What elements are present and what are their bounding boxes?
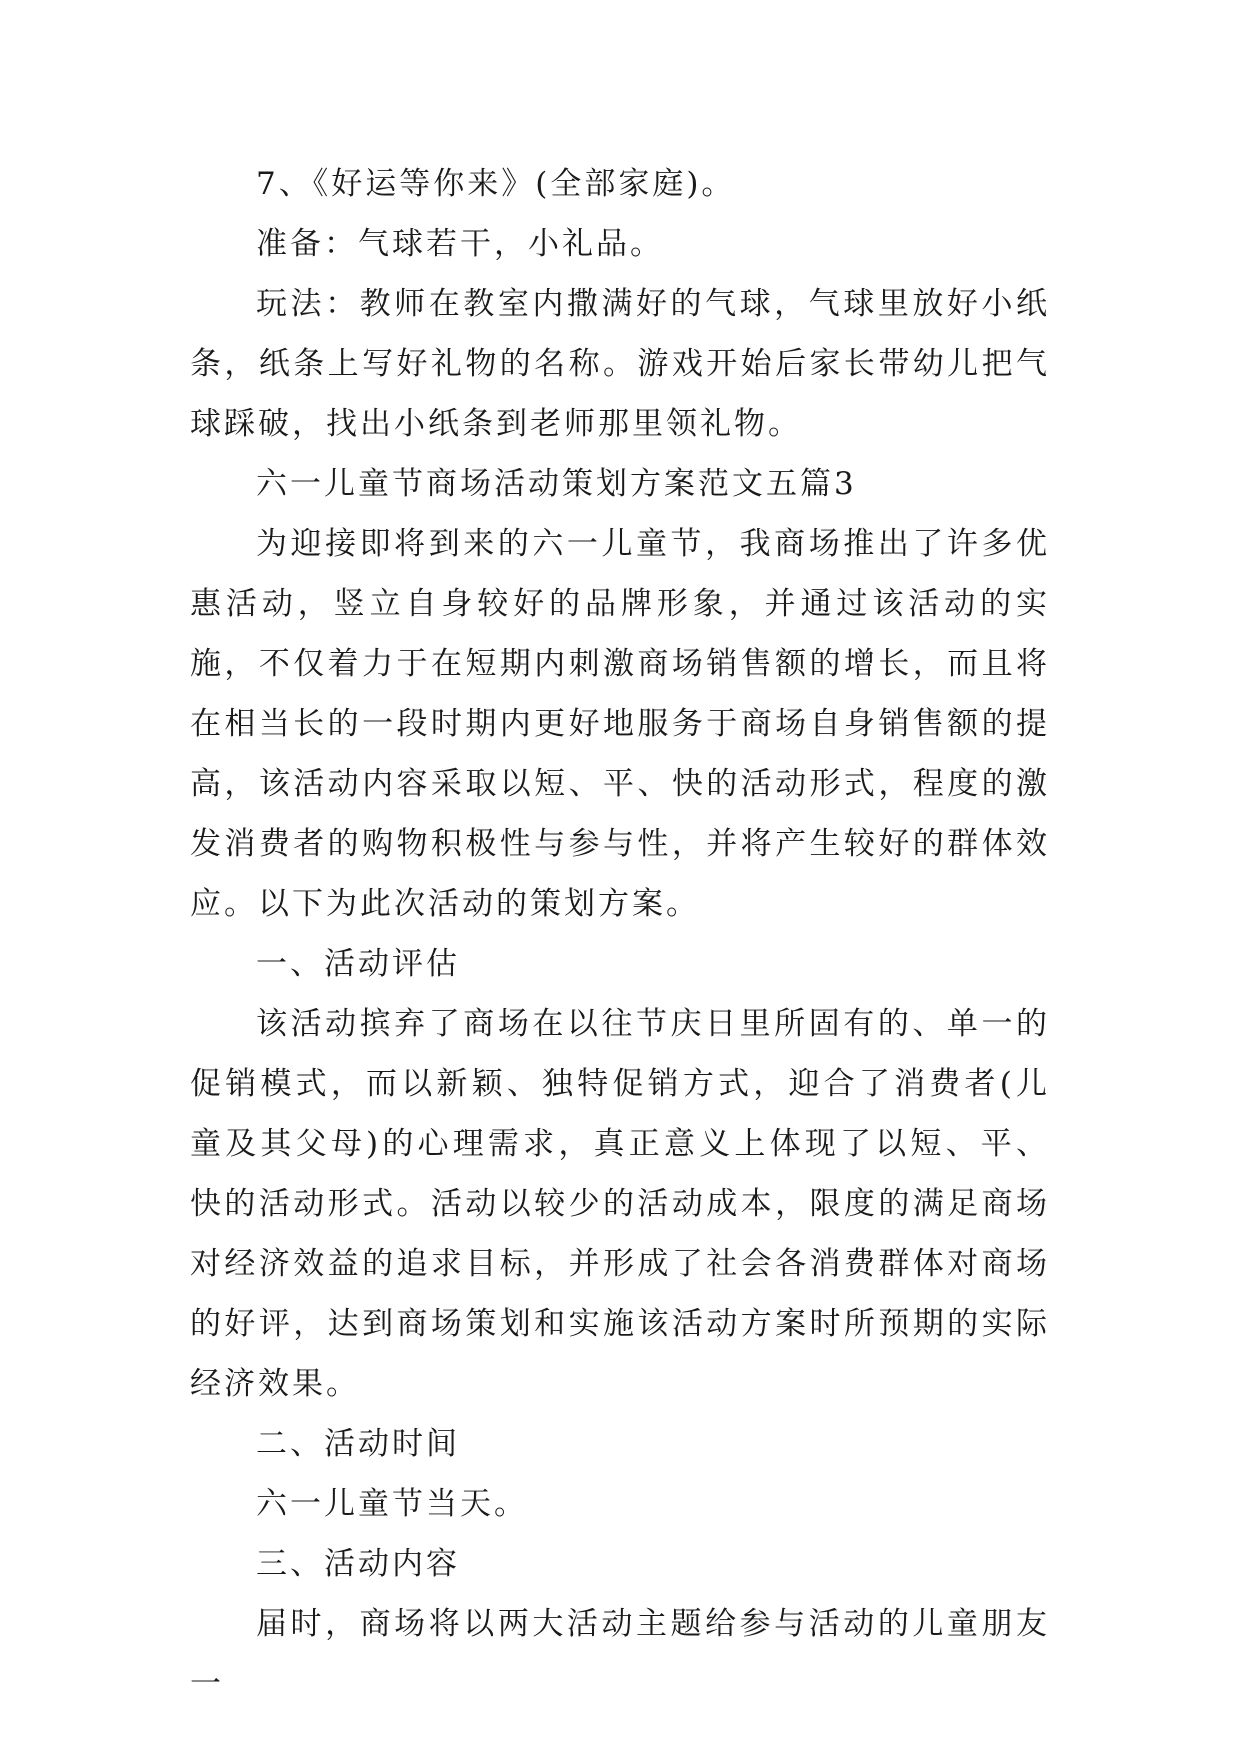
paragraph-game-title: 7、《好运等你来》(全部家庭)。 xyxy=(256,166,736,202)
paragraph-assessment: 该活动摈弃了商场在以往节庆日里所固有的、单一的促销模式，而以新颖、独特促销方式，迎合了消费者(儿童及其父母)的心理需求，真正意义上体现了以短、平、快的活动形式。活动以较少的活动成本，限度的满足商场对经济效益的追求目标，并形成了社会各消费群体对商场的好评，达到商场策划和实施该活动方案时所预期的实际经济效果。 xyxy=(190,1006,1050,1402)
paragraph-activity-time: 六一儿童节当天。 xyxy=(256,1486,528,1522)
paragraph-gameplay: 玩法：教师在教室内撒满好的气球，气球里放好小纸条，纸条上写好礼物的名称。游戏开始后家长带幼儿把气球踩破，找出小纸条到老师那里领礼物。 xyxy=(190,286,1050,442)
heading-activity-content: 三、活动内容 xyxy=(256,1546,460,1582)
paragraph-introduction: 为迎接即将到来的六一儿童节，我商场推出了许多优惠活动，竖立自身较好的品牌形象，并通过该活动的实施，不仅着力于在短期内刺激商场销售额的增长，而且将在相当长的一段时期内更好地服务于商场自身销售额的提高，该活动内容采取以短、平、快的活动形式，程度的激发消费者的购物积极性与参与性，并将产生较好的群体效应。以下为此次活动的策划方案。 xyxy=(190,526,1050,922)
section-heading-plan-3: 六一儿童节商场活动策划方案范文五篇3 xyxy=(256,466,857,502)
heading-activity-time: 二、活动时间 xyxy=(256,1426,460,1462)
paragraph-preparation: 准备：气球若干，小礼品。 xyxy=(256,226,664,262)
paragraph-activity-content: 届时，商场将以两大活动主题给参与活动的儿童朋友一 xyxy=(190,1606,1050,1702)
heading-activity-assessment: 一、活动评估 xyxy=(256,946,460,982)
document-page xyxy=(190,154,1050,1714)
